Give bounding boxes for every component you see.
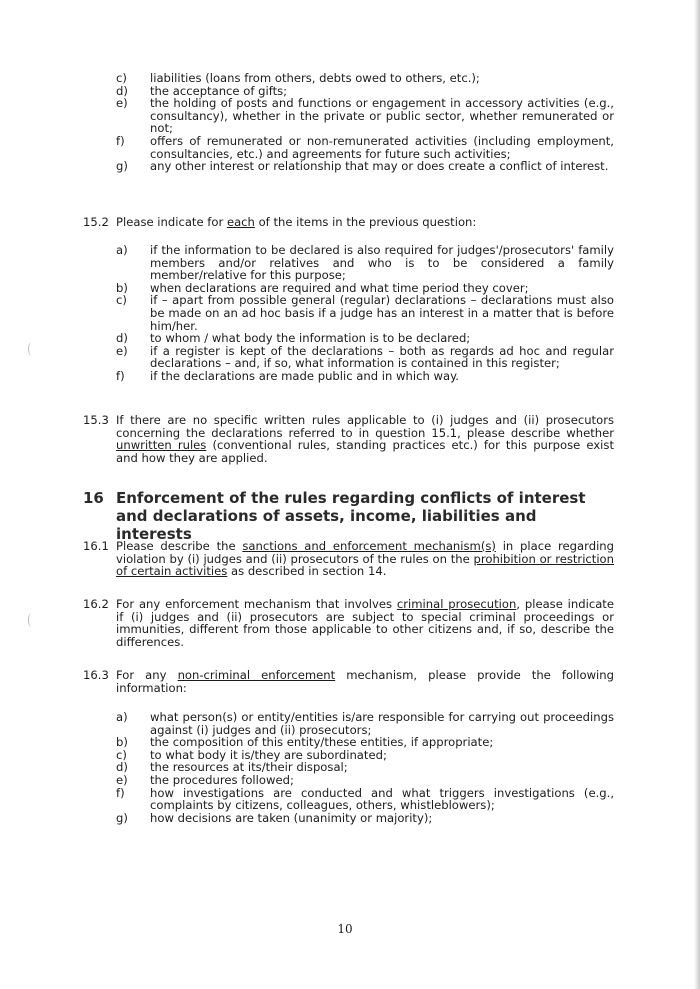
list-item: f) offers of remunerated or non-remunerated activities (including employment, consultancies, etc.) and agreements for future such activities; [116, 133, 614, 161]
scan-mark [28, 342, 35, 356]
list-item: b) the composition of this entity/these entities, if appropriate; [116, 735, 494, 750]
list-item: f) how investigations are conducted and what triggers investigations (e.g., complaints by citizens, colleagues, others, whistleblowers); [116, 785, 614, 813]
question-15-3: 15.3 If there are no specific written rules applicable to (i) judges and (ii) prosecutors concerning the declarations referred to in question 15.1, please describe whether unwritten rules (conventional rules, standing practices etc.) for this purpose exist and how they are applied. [83, 413, 614, 465]
question-16-1: 16.1 Please describe the sanctions and enforcement mechanism(s) in place regarding violation by (i) judges and (ii) prosecutors of the rules on the prohibition or restriction of certain activities as described in section 14. [83, 539, 614, 579]
question-16-3: 16.3 For any non-criminal enforcement mechanism, please provide the following information: [83, 668, 614, 695]
list-item: e) the holding of posts and functions or engagement in accessory activities (e.g., consultancy), whether in the private or public sector, whether remunerated or not; [116, 96, 614, 136]
list-item: f) if the declarations are made public and in which way. [116, 368, 459, 383]
question-16-2: 16.2 For any enforcement mechanism that involves criminal prosecution, please indicate if (i) judges and (ii) prosecutors are subject to special criminal proceedings or immunities, different from those applicable to other citizens and, if so, describe the differences. [83, 597, 614, 649]
list-item: e) if a register is kept of the declarations – both as regards ad hoc and regular declarations – and, if so, what information is contained in this register; [116, 343, 614, 371]
list-item: b) when declarations are required and what time period they cover; [116, 280, 529, 295]
question-15-2: 15.2 Please indicate for each of the items in the previous question: [83, 215, 477, 229]
list-item: c) if – apart from possible general (regular) declarations – declarations must also be made on an ad hoc basis if a judge has an interest in a matter that is before him/her. [116, 293, 614, 333]
scan-mark [28, 613, 35, 627]
list-item: c) to what body it is/they are subordinated; [116, 747, 387, 762]
list-item: a) if the information to be declared is also required for judges'/prosecutors' family members and/or relatives and who is to be considered a family member/relative for this purpose; [116, 243, 614, 283]
list-item: d) the resources at its/their disposal; [116, 760, 348, 775]
list-item: g) how decisions are taken (unanimity or majority); [116, 810, 433, 825]
list-item: e) the procedures followed; [116, 772, 294, 787]
list-item: c) liabilities (loans from others, debts owed to others, etc.); [116, 71, 480, 85]
list-16-3 [116, 711, 614, 824]
page-edge-shadow [694, 0, 700, 989]
list-item: a) what person(s) or entity/entities is/are responsible for carrying out proceedings against (i) judges and (ii) prosecutors; [116, 710, 614, 737]
list-item: g) any other interest or relationship that may or does create a conflict of interest. [116, 159, 609, 174]
list-15-2 [116, 244, 614, 383]
page-number: 10 [337, 922, 353, 936]
list-item: d) to whom / what body the information is to be declared; [116, 331, 471, 346]
list-item: d) the acceptance of gifts; [116, 83, 288, 98]
list-15-1-continued [116, 72, 614, 173]
section-heading-16: 16 Enforcement of the rules regarding conflicts of interest and declarations of assets, income, liabilities and interests [83, 489, 586, 543]
